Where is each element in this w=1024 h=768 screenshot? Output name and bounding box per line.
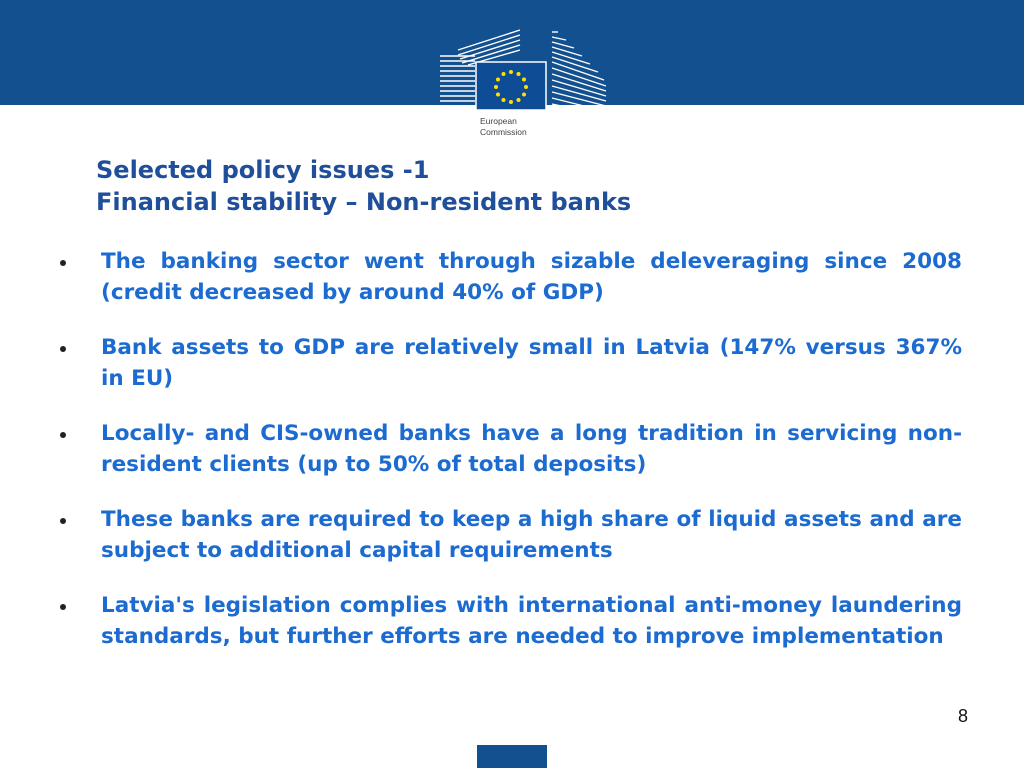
building-right-icon [552, 32, 606, 112]
slide-title-line1: Selected policy issues -1 [96, 156, 430, 184]
european-commission-logo-graphic [440, 28, 610, 144]
logo-text-line2: Commission [480, 127, 527, 137]
bullet-text: The banking sector went through sizable deleveraging since 2008 (credit decreased by around 40% of GDP) [101, 249, 962, 305]
bullet-text: These banks are required to keep a high share of liquid assets and are subject to additional capital requirements [101, 507, 962, 563]
bullet-item [60, 332, 962, 394]
bullet-list [60, 246, 962, 676]
bullet-item [60, 504, 962, 566]
bullet-dot-icon [60, 432, 66, 438]
footer-flag-tab [477, 745, 547, 768]
slide-title [96, 154, 976, 218]
bullet-dot-icon [60, 346, 66, 352]
bullet-item [60, 246, 962, 308]
bullet-dot-icon [60, 604, 66, 610]
european-commission-logo [440, 28, 610, 144]
logo-text-line1: European [480, 116, 517, 126]
bullet-text: Latvia's legislation complies with international anti-money laundering standards, but further efforts are needed to improve implementation [101, 593, 962, 649]
bullet-dot-icon [60, 518, 66, 524]
bullet-text: Locally- and CIS-owned banks have a long tradition in servicing non-resident clients (up to 50% of total deposits) [101, 421, 962, 477]
bullet-item [60, 418, 962, 480]
page-number: 8 [957, 706, 968, 726]
slide-title-line2: Financial stability – Non-resident banks [96, 188, 632, 216]
bullet-dot-icon [60, 260, 66, 266]
bullet-text: Bank assets to GDP are relatively small in Latvia (147% versus 367% in EU) [101, 335, 962, 391]
bullet-item [60, 590, 962, 652]
